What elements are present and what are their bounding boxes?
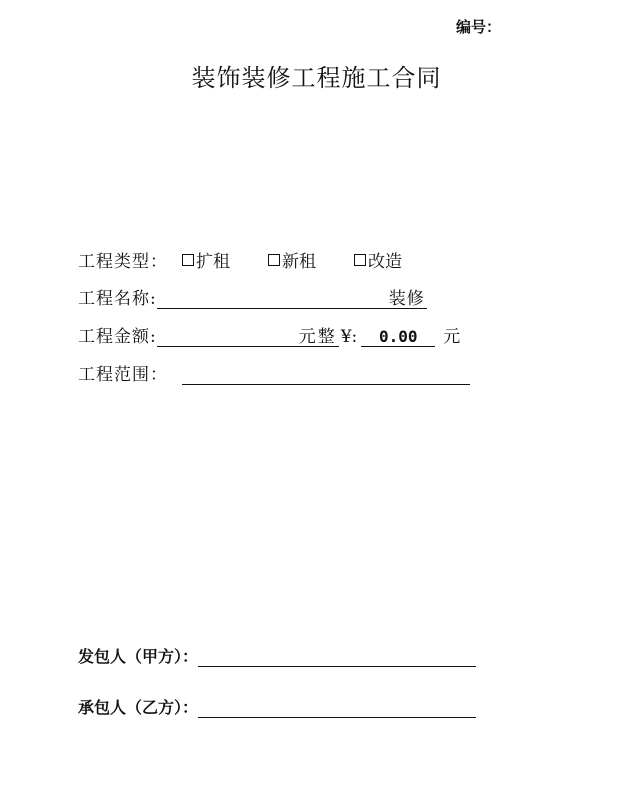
- amount-number-field[interactable]: 0.00: [361, 327, 435, 347]
- project-scope-row: [78, 360, 470, 385]
- project-scope-field[interactable]: [182, 365, 470, 385]
- amount-words-field[interactable]: [157, 327, 339, 347]
- project-type-row: [78, 247, 402, 272]
- amount-unit: 元: [443, 327, 461, 347]
- renovation-checkbox[interactable]: [354, 254, 366, 266]
- party-b-field[interactable]: [198, 698, 476, 718]
- project-type-label: 工程类型：: [78, 252, 168, 272]
- project-name-field[interactable]: 装修: [157, 289, 427, 309]
- option-new-lease[interactable]: [268, 247, 316, 272]
- amount-words-unit: 元整: [298, 327, 337, 347]
- project-scope-label: 工程范围：: [78, 365, 168, 385]
- expand-lease-checkbox[interactable]: [182, 254, 194, 266]
- party-b-row: [78, 695, 476, 718]
- party-a-row: [78, 644, 476, 667]
- new-lease-label: 新租: [282, 252, 316, 272]
- currency-label: ¥:: [340, 327, 358, 347]
- contract-number-label: 编号：: [456, 18, 502, 36]
- party-a-field[interactable]: [198, 647, 476, 667]
- option-expand-lease[interactable]: [182, 247, 230, 272]
- project-name-row: [78, 284, 427, 309]
- option-renovation[interactable]: [354, 247, 402, 272]
- project-amount-label: 工程金额:: [78, 327, 157, 347]
- expand-lease-label: 扩租: [196, 252, 230, 272]
- party-b-label: 承包人（乙方）：: [78, 698, 199, 717]
- project-amount-row: [78, 322, 460, 347]
- project-name-label: 工程名称:: [78, 289, 157, 309]
- document-title: 装饰装修工程施工合同: [191, 64, 442, 92]
- new-lease-checkbox[interactable]: [268, 254, 280, 266]
- party-a-label: 发包人（甲方）：: [78, 647, 199, 666]
- renovation-label: 改造: [368, 252, 402, 272]
